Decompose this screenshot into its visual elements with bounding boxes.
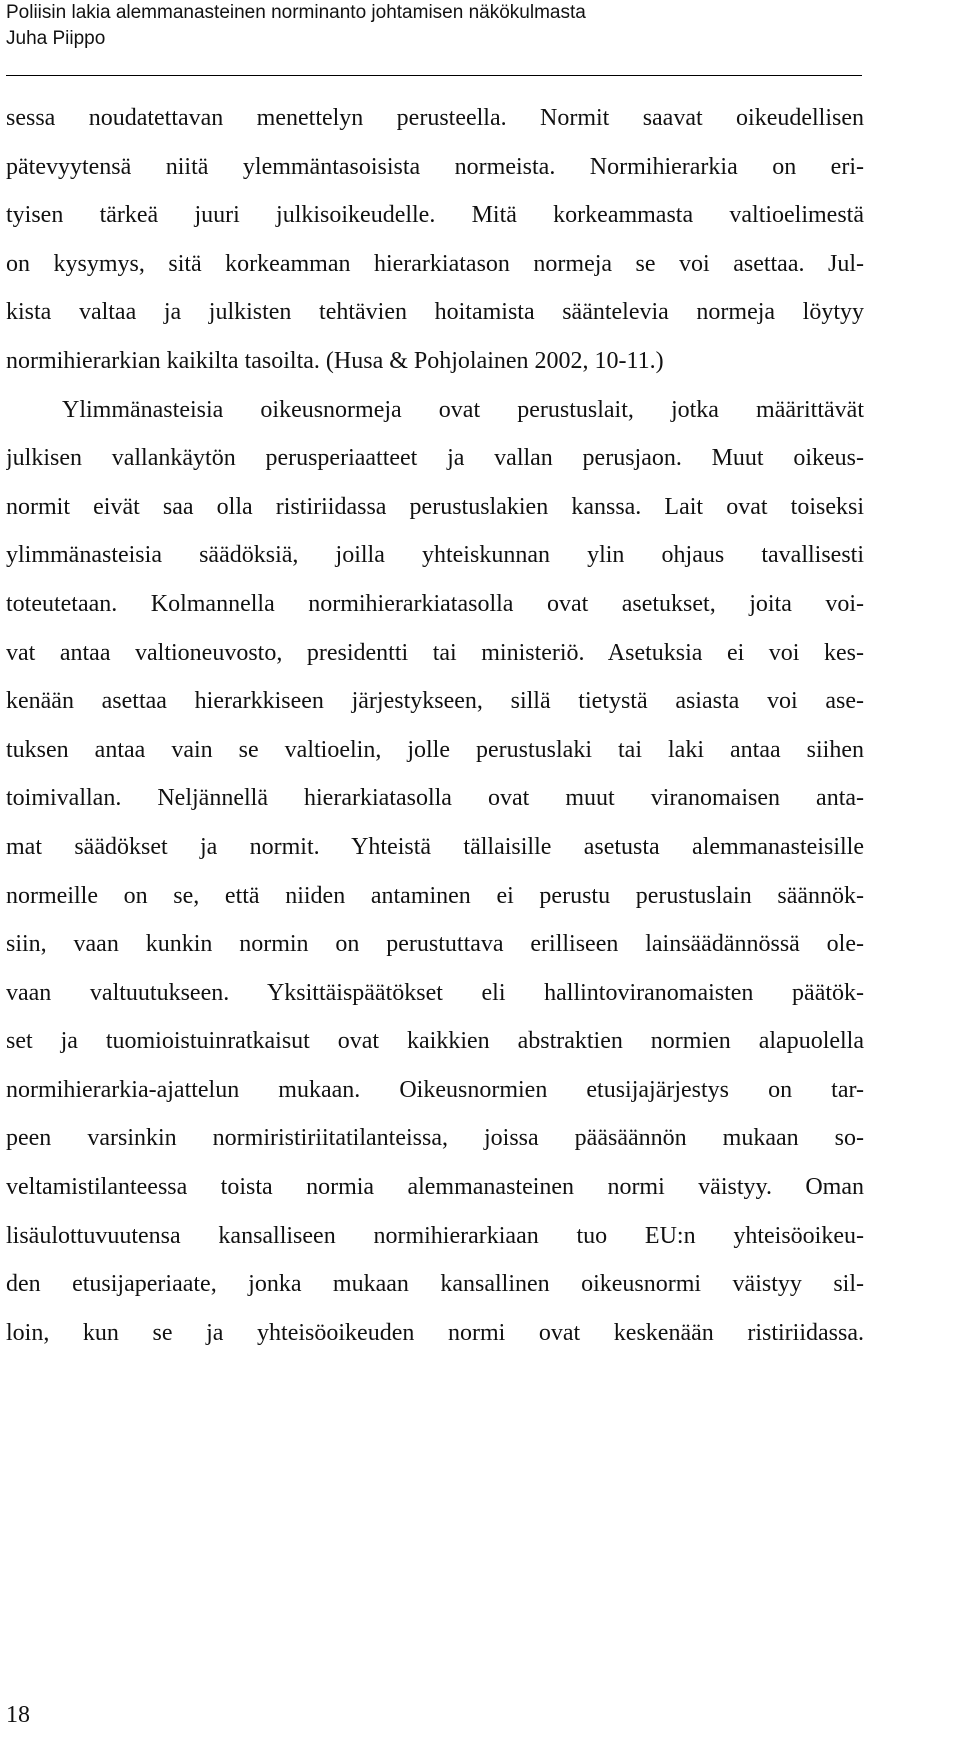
text-line: veltamistilanteessa toista normia alemmanasteinen normi väistyy. Oman	[6, 1174, 864, 1201]
text-line: normeille on se, että niiden antaminen ei perustu perustuslain säännök-	[6, 882, 864, 909]
body-text	[6, 94, 864, 1357]
text-line: on kysymys, sitä korkeamman hierarkiatason normeja se voi asettaa. Jul-	[6, 250, 864, 277]
text-line: pätevyytensä niitä ylemmäntasoisista normeista. Normihierarkia on eri-	[6, 153, 864, 180]
text-line: julkisen vallankäytön perusperiaatteet ja vallan perusjaon. Muut oikeus-	[6, 445, 864, 472]
paragraph-1	[6, 94, 864, 386]
text-line: vaan valtuutukseen. Yksittäispäätökset eli hallintoviranomaisten päätök-	[6, 979, 864, 1006]
text-line: toteutetaan. Kolmannella normihierarkiatasolla ovat asetukset, joita voi-	[6, 590, 864, 617]
text-line: toimivallan. Neljännellä hierarkiatasolla ovat muut viranomaisen anta-	[6, 785, 864, 812]
header-divider	[6, 75, 862, 76]
text-line: normit eivät saa olla ristiriidassa perustuslakien kanssa. Lait ovat toiseksi	[6, 493, 864, 520]
text-line: kenään asettaa hierarkkiseen järjestykseen, sillä tietystä asiasta voi ase-	[6, 688, 864, 715]
text-line: set ja tuomioistuinratkaisut ovat kaikkien abstraktien normien alapuolella	[6, 1028, 864, 1055]
text-line: vat antaa valtioneuvosto, presidentti tai ministeriö. Asetuksia ei voi kes-	[6, 639, 864, 666]
text-line: sessa noudatettavan menettelyn perusteella. Normit saavat oikeudellisen	[6, 105, 864, 131]
text-line: tuksen antaa vain se valtioelin, jolle perustuslaki tai laki antaa siihen	[6, 736, 864, 763]
text-line: lisäulottuvuutensa kansalliseen normihierarkiaan tuo EU:n yhteisöoikeu-	[6, 1222, 864, 1249]
page-number: 18	[6, 1702, 30, 1728]
text-line: normihierarkia-ajattelun mukaan. Oikeusnormien etusijajärjestys on tar-	[6, 1076, 864, 1103]
text-line: ylimmänasteisia säädöksiä, joilla yhteiskunnan ylin ohjaus tavallisesti	[6, 542, 864, 569]
text-line: loin, kun se ja yhteisöoikeuden normi ovat keskenään ristiriidassa.	[6, 1319, 864, 1346]
text-line: peen varsinkin normiristiriitatilanteissa, joissa pääsäännön mukaan so-	[6, 1125, 864, 1152]
text-line: normihierarkian kaikilta tasoilta. (Husa & Pohjolainen 2002, 10-11.)	[6, 347, 664, 374]
document-title: Poliisin lakia alemmanasteinen norminanto johtamisen näkökulmasta	[6, 2, 586, 23]
paragraph-2	[6, 386, 864, 1358]
text-line: kista valtaa ja julkisten tehtävien hoitamista sääntelevia normeja löytyy	[6, 299, 864, 326]
text-line: siin, vaan kunkin normin on perustuttava erilliseen lainsäädännössä ole-	[6, 931, 864, 958]
text-line: tyisen tärkeä juuri julkisoikeudelle. Mitä korkeammasta valtioelimestä	[6, 202, 864, 229]
text-line: mat säädökset ja normit. Yhteistä tällaisille asetusta alemmanasteisille	[6, 833, 864, 860]
author-name: Juha Piippo	[6, 28, 106, 49]
text-line: den etusijaperiaate, jonka mukaan kansallinen oikeusnormi väistyy sil-	[6, 1271, 864, 1298]
running-header	[6, 0, 862, 52]
text-line: Ylimmänasteisia oikeusnormeja ovat perustuslait, jotka määrittävät	[62, 396, 864, 423]
